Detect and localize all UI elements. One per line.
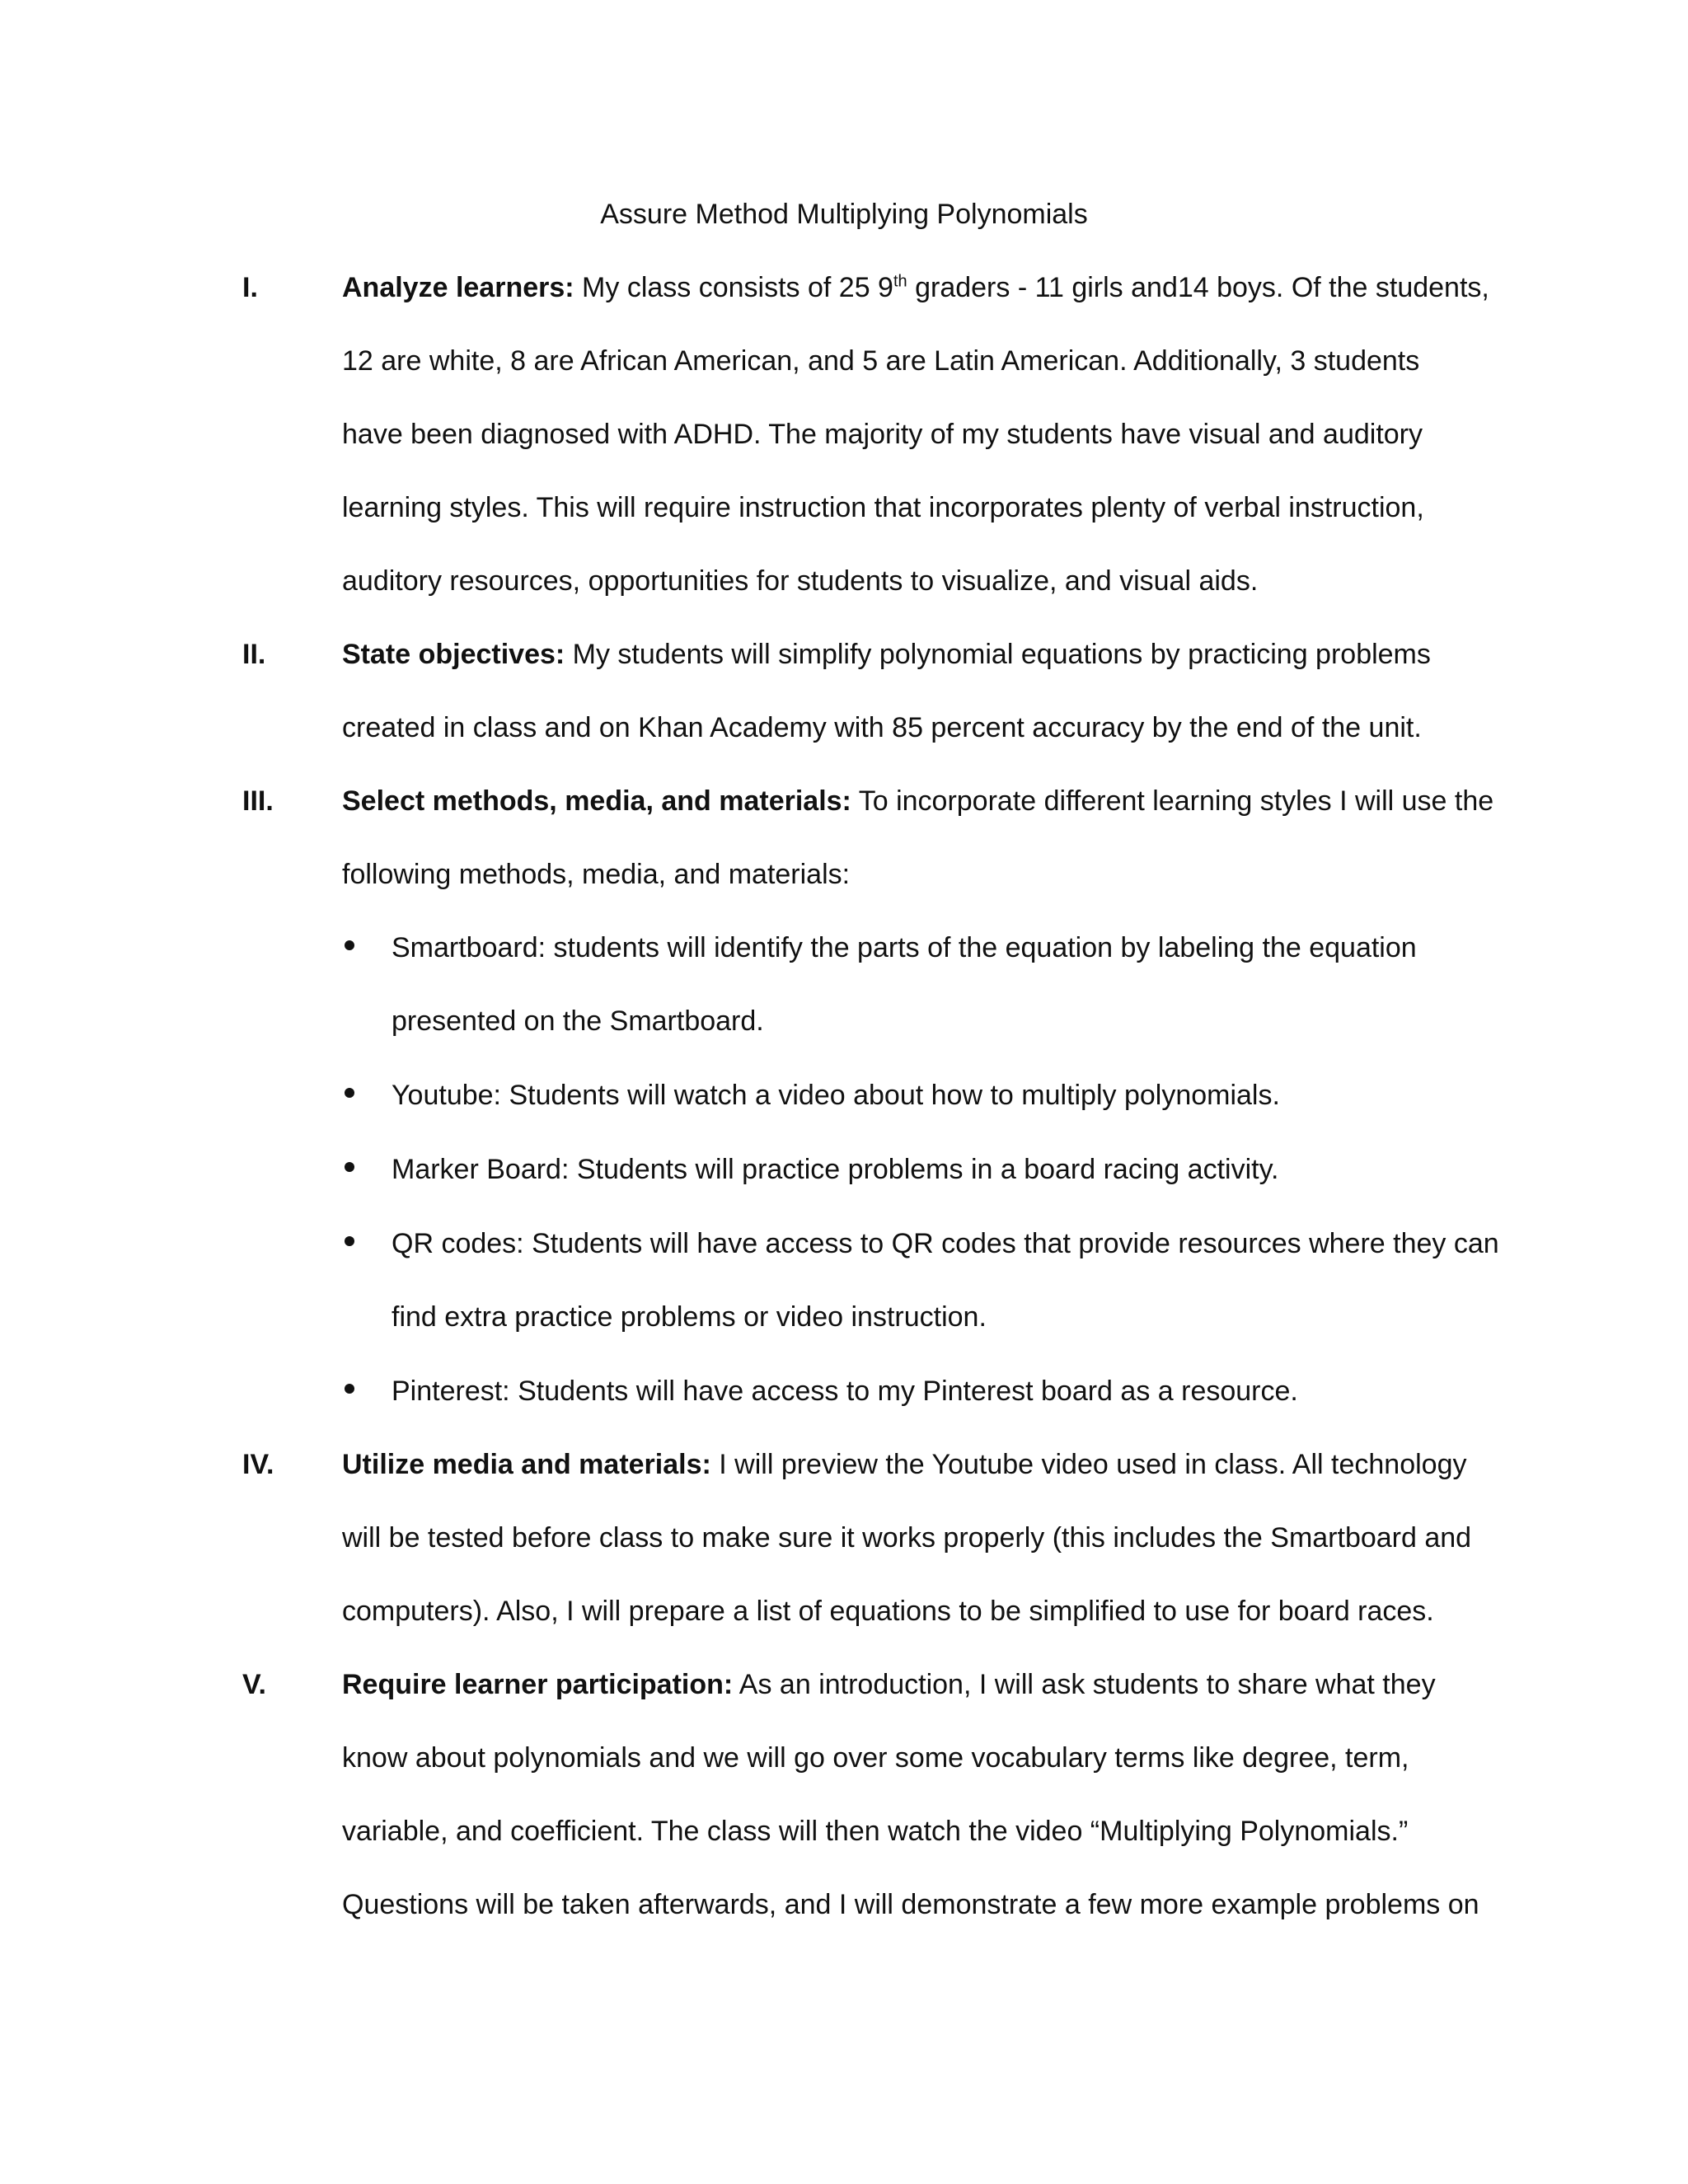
section-5-line-1	[342, 1666, 1436, 1703]
bullet-icon	[345, 940, 354, 950]
section-4-line-2: will be tested before class to make sure it works properly (this includes the Smartboard and	[342, 1522, 1472, 1554]
section-5-line-2: know about polynomials and we will go over some vocabulary terms like degree, term,	[342, 1742, 1409, 1774]
section-heading-3: Select methods, media, and materials:	[342, 785, 851, 817]
section-numeral-4: IV.	[242, 1449, 274, 1480]
section-5-line-3: variable, and coefficient. The class will then watch the video “Multiplying Polynomials.”	[342, 1816, 1409, 1847]
section-1-line-1-post: graders - 11 girls and14 boys. Of the students,	[907, 272, 1489, 303]
section-3-line-1	[342, 783, 1493, 819]
section-2-line-1-text: My students will simplify polynomial equations by practicing problems	[565, 639, 1431, 670]
section-1-line-1-pre: My class consists of 25 9	[582, 272, 893, 303]
section-1-line-5: auditory resources, opportunities for students to visualize, and visual aids.	[342, 565, 1259, 597]
section-4-line-1	[342, 1446, 1466, 1483]
section-numeral-1: I.	[242, 272, 258, 303]
section-1-line-3: have been diagnosed with ADHD. The majority of my students have visual and auditory	[342, 419, 1423, 450]
section-heading-1: Analyze learners:	[342, 272, 574, 303]
bullet-smartboard-line-2: presented on the Smartboard.	[392, 1005, 764, 1037]
section-numeral-5: V.	[242, 1669, 267, 1700]
section-3-line-1-text: To incorporate different learning styles I will use the	[851, 785, 1494, 817]
bullet-youtube: Youtube: Students will watch a video about how to multiply polynomials.	[392, 1080, 1280, 1111]
bullet-qr-codes-line-2: find extra practice problems or video instruction.	[392, 1301, 987, 1333]
bullet-smartboard-line-1: Smartboard: students will identify the parts of the equation by labeling the equation	[392, 932, 1417, 963]
section-heading-4: Utilize media and materials:	[342, 1449, 711, 1480]
section-heading-5: Require learner participation:	[342, 1669, 734, 1700]
section-4-line-3: computers). Also, I will prepare a list of equations to be simplified to use for board races.	[342, 1596, 1434, 1627]
bullet-icon	[345, 1384, 354, 1394]
section-4-line-1-text: I will preview the Youtube video used in class. All technology	[710, 1449, 1467, 1480]
section-3-line-2: following methods, media, and materials:	[342, 859, 851, 890]
section-numeral-2: II.	[242, 639, 266, 670]
section-heading-2: State objectives:	[342, 639, 565, 670]
section-5-line-4: Questions will be taken afterwards, and I will demonstrate a few more example problems on	[342, 1889, 1479, 1920]
bullet-icon	[345, 1088, 354, 1098]
section-2-line-1	[342, 636, 1431, 673]
ordinal-suffix: th	[893, 272, 907, 291]
bullet-pinterest: Pinterest: Students will have access to my Pinterest board as a resource.	[392, 1376, 1298, 1407]
section-1-line-1	[342, 269, 1489, 306]
section-5-line-1-text: As an introduction, I will ask students to share what they	[733, 1669, 1436, 1700]
bullet-icon	[345, 1162, 354, 1172]
section-1-line-4: learning styles. This will require instruction that incorporates plenty of verbal instruction,	[342, 492, 1424, 523]
section-1-line-2: 12 are white, 8 are African American, and 5 are Latin American. Additionally, 3 students	[342, 345, 1420, 377]
bullet-qr-codes-line-1: QR codes: Students will have access to QR codes that provide resources where they can	[392, 1228, 1499, 1259]
section-numeral-3: III.	[242, 785, 274, 817]
bullet-marker-board: Marker Board: Students will practice problems in a board racing activity.	[392, 1154, 1279, 1185]
bullet-icon	[345, 1236, 354, 1246]
section-2-line-2: created in class and on Khan Academy with 85 percent accuracy by the end of the unit.	[342, 712, 1422, 743]
document-title: Assure Method Multiplying Polynomials	[600, 199, 1088, 230]
